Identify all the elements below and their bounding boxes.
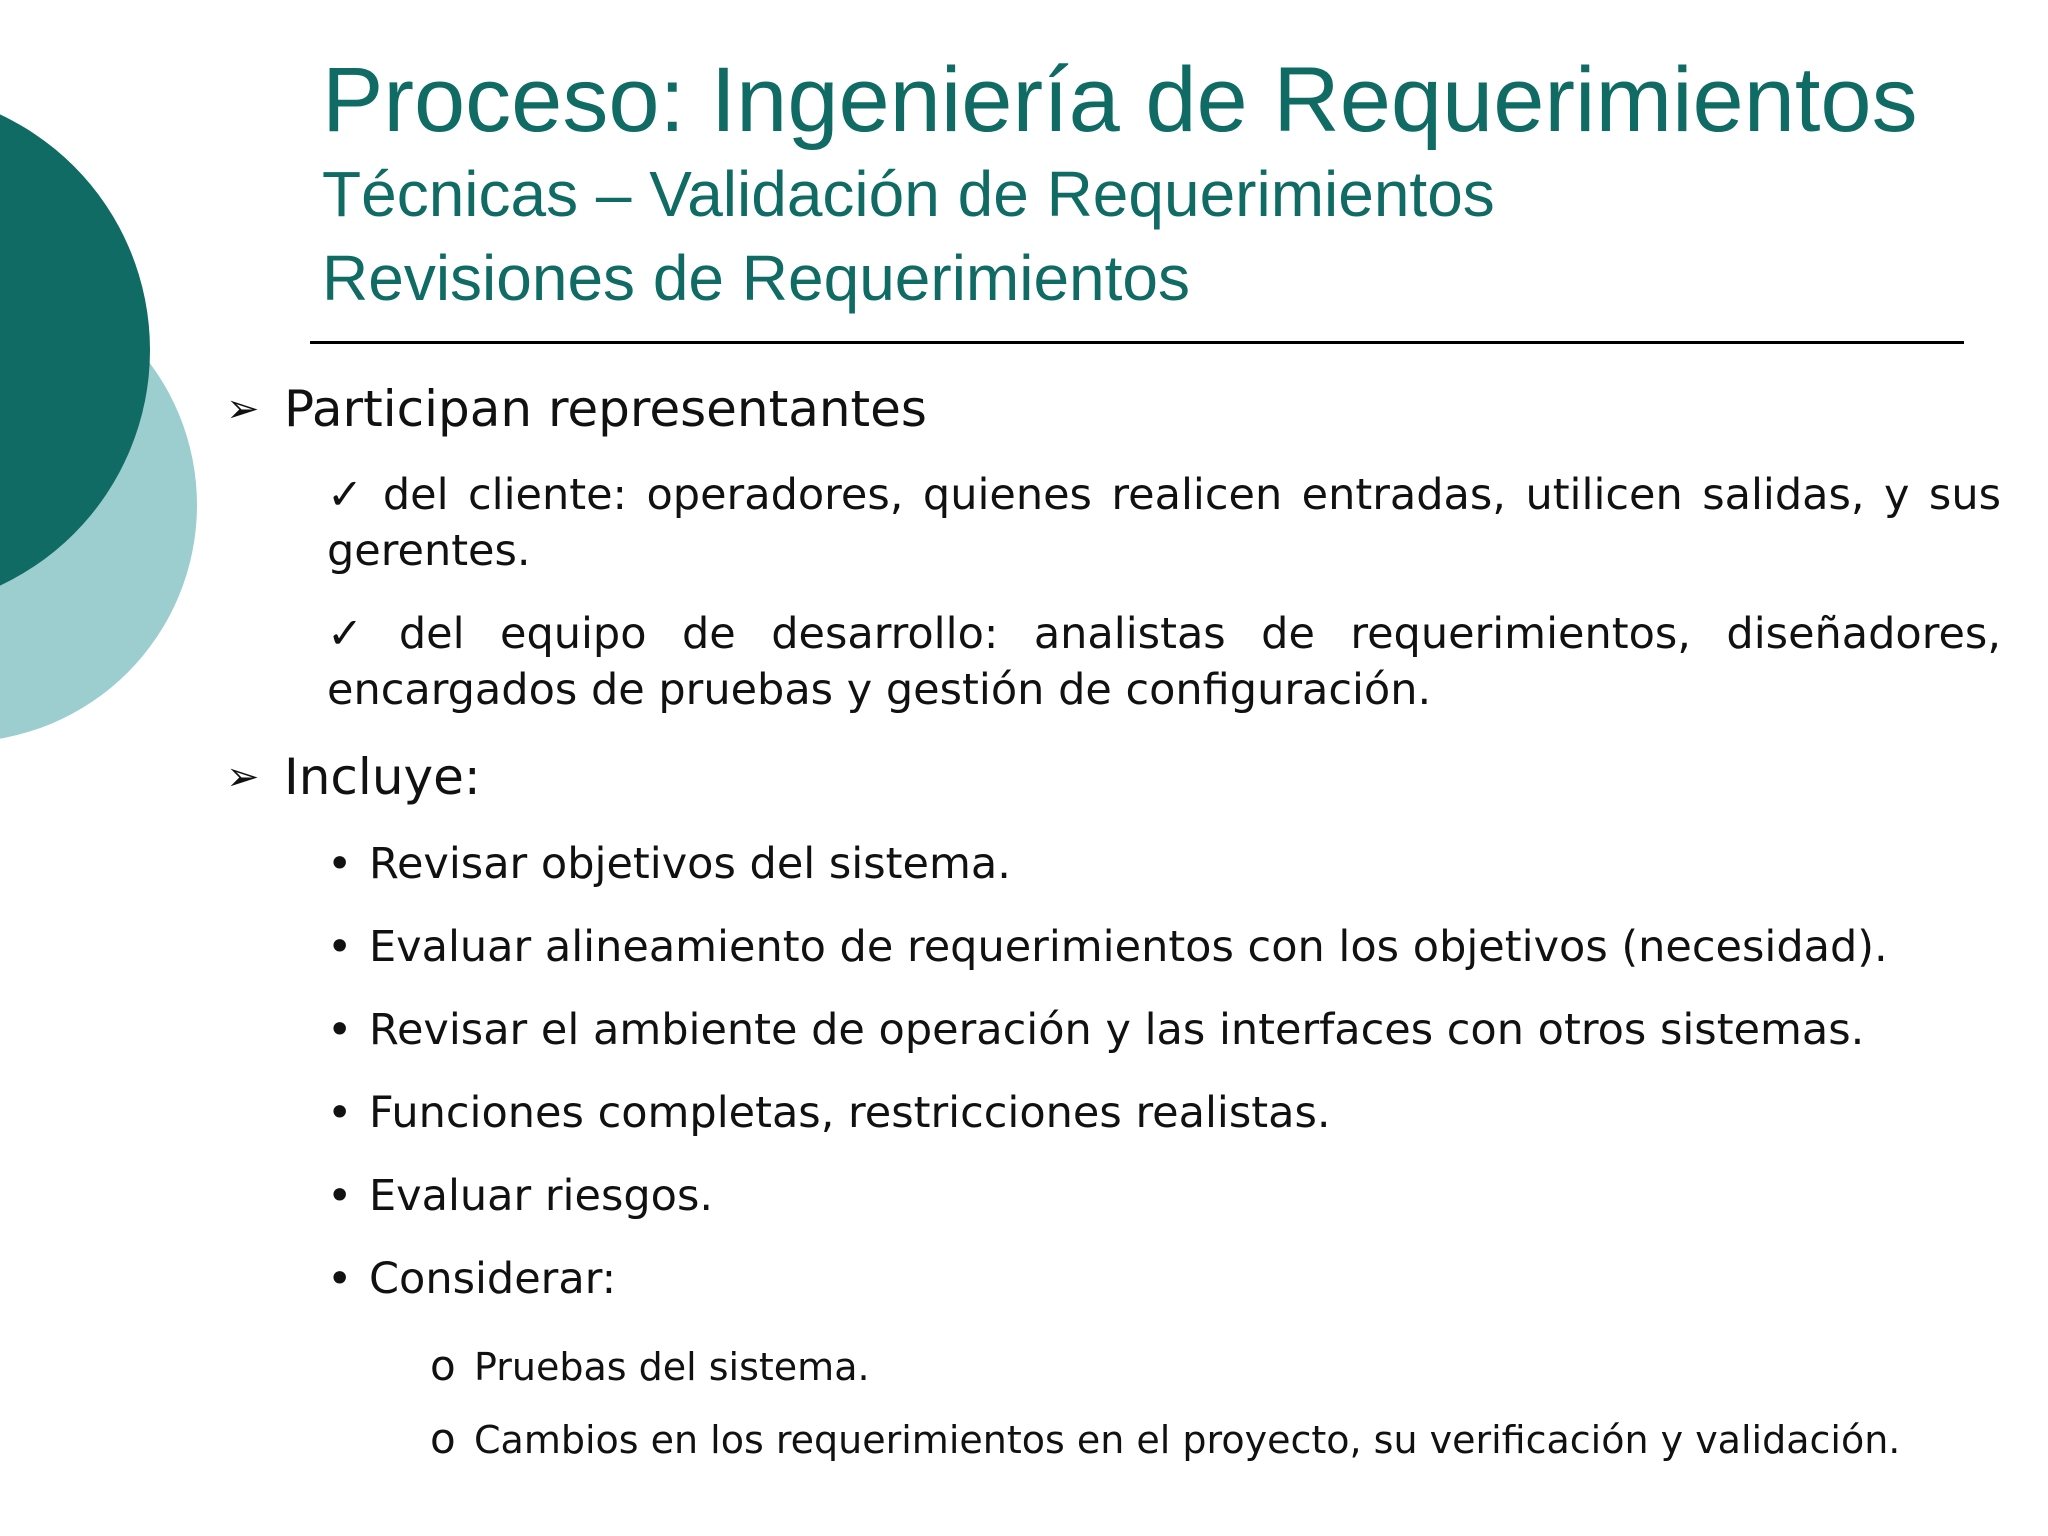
round-bullet-icon: • (327, 1088, 353, 1138)
section-incluye (226, 747, 481, 807)
slide-header (322, 48, 1918, 320)
section-participan (226, 379, 927, 439)
checkmark-icon: ✓ (327, 609, 385, 659)
check-item (327, 467, 2001, 579)
list-item-text: Revisar el ambiente de operación y las interfaces con otros sistemas. (369, 1005, 1865, 1055)
round-bullet-icon: • (327, 1005, 353, 1055)
list-item (327, 836, 1011, 892)
slide-subtitle-2: Revisiones de Requerimientos (322, 242, 1190, 314)
sub-list-item-text: Cambios en los requerimientos en el proyecto, su verificación y validación. (474, 1418, 1901, 1462)
round-bullet-icon: • (327, 839, 353, 889)
arrowhead-bullet-icon: ➢ (226, 386, 260, 432)
round-bullet-icon: • (327, 922, 353, 972)
section-heading: Incluye: (284, 748, 481, 806)
arrowhead-bullet-icon: ➢ (226, 754, 260, 800)
list-item-text: Revisar objetivos del sistema. (369, 839, 1011, 889)
list-item (327, 1168, 713, 1224)
section-heading: Participan representantes (284, 380, 927, 438)
slide-title: Proceso: Ingeniería de Requerimientos (322, 49, 1918, 151)
circle-bullet-icon: o (430, 1414, 456, 1463)
sub-list-item-text: Pruebas del sistema. (474, 1345, 870, 1389)
list-item (327, 1251, 616, 1307)
round-bullet-icon: • (327, 1254, 353, 1304)
list-item-text: Considerar: (369, 1254, 617, 1304)
circle-bullet-icon: o (430, 1341, 456, 1390)
sub-list-item (430, 1414, 1900, 1465)
sub-list-item (430, 1341, 870, 1392)
round-bullet-icon: • (327, 1171, 353, 1221)
list-item (327, 1085, 1331, 1141)
check-item (327, 606, 2001, 718)
list-item (327, 1002, 1864, 1058)
checkmark-icon: ✓ (327, 470, 369, 520)
check-item-text: del cliente: operadores, quienes realicen entradas, utilicen salidas, y sus gerentes. (327, 470, 2001, 576)
title-divider (310, 341, 1964, 344)
slide-subtitle-1: Técnicas – Validación de Requerimientos (322, 158, 1495, 230)
list-item-text: Evaluar riesgos. (369, 1171, 714, 1221)
check-item-text: del equipo de desarrollo: analistas de requerimientos, diseñadores, encargados de pruebas y gestión de configuración. (327, 609, 2001, 715)
decorative-circles (0, 0, 260, 820)
list-item (327, 919, 1888, 975)
list-item-text: Funciones completas, restricciones realistas. (369, 1088, 1331, 1138)
list-item-text: Evaluar alineamiento de requerimientos con los objetivos (necesidad). (369, 922, 1888, 972)
